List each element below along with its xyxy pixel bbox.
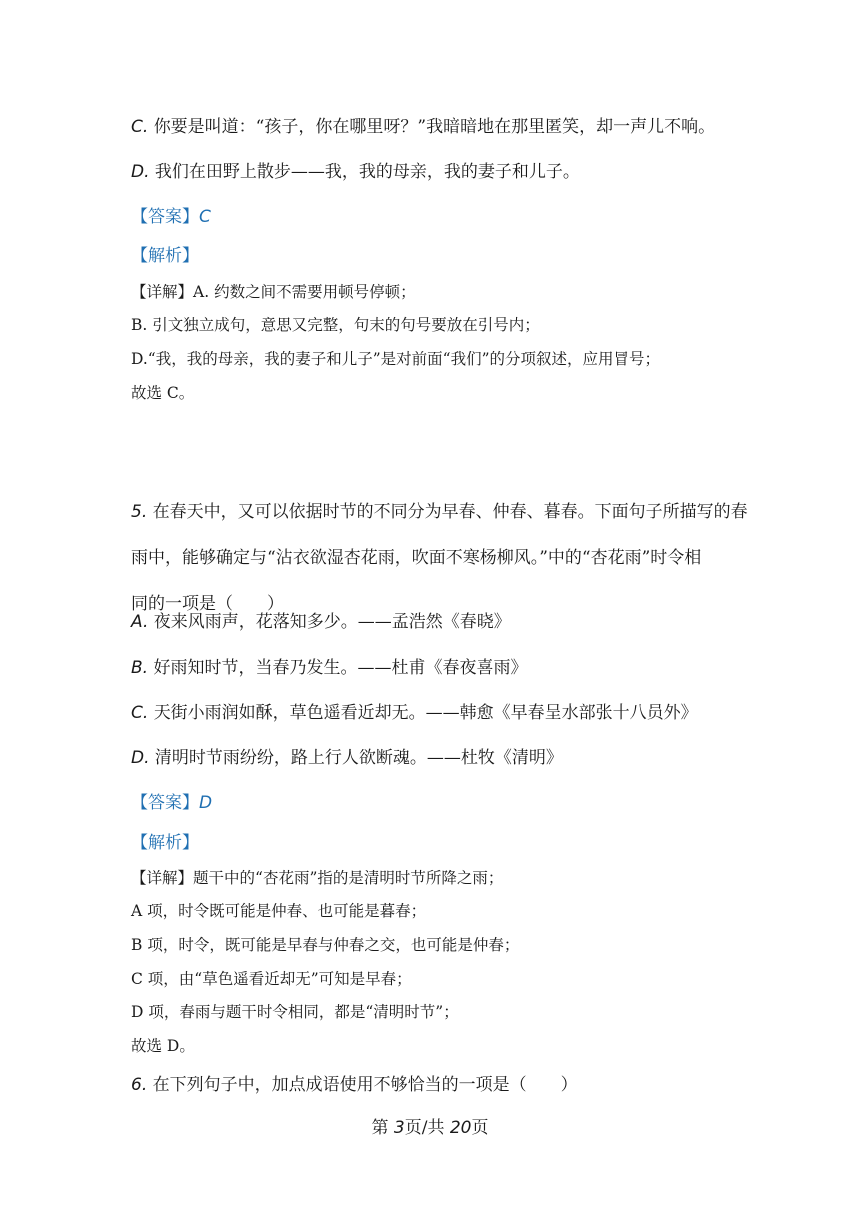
option-letter: B. bbox=[131, 658, 149, 678]
detail-prefix: 【详解】 bbox=[131, 283, 194, 301]
q5-option-c bbox=[131, 702, 698, 724]
q4-detail-line bbox=[131, 281, 416, 303]
q5-option-a bbox=[131, 611, 511, 633]
detail-text: D.“我，我的母亲，我的妻子和儿子”是对前面“我们”的分项叙述，应用冒号； bbox=[131, 350, 661, 368]
answer-tag: 【答案】 bbox=[131, 207, 199, 227]
q4-detail-line bbox=[131, 314, 540, 336]
option-letter: D. bbox=[131, 748, 150, 768]
q5-detail-line bbox=[131, 968, 412, 990]
option-text: 你要是叫道：“孩子，你在哪里呀？”我暗暗地在那里匿笑，却一声儿不响。 bbox=[153, 117, 716, 137]
footer-text: 页/共 bbox=[404, 1118, 450, 1138]
stem-text: 在春天中，又可以依据时节的不同分为早春、仲春、暮春。下面句子所描写的春 bbox=[152, 502, 748, 522]
option-letter: C. bbox=[131, 117, 149, 137]
footer-text: 页 bbox=[471, 1118, 489, 1138]
total-pages: 20 bbox=[449, 1118, 472, 1138]
q5-stem-line bbox=[131, 501, 748, 523]
detail-text: B. 引文独立成句，意思又完整，句末的句号要放在引号内； bbox=[131, 316, 540, 334]
q5-analysis bbox=[131, 832, 199, 854]
q4-detail-line bbox=[131, 348, 660, 370]
option-text: 夜来风雨声，花落知多少。——孟浩然《春晓》 bbox=[153, 612, 511, 632]
option-letter: D. bbox=[131, 162, 150, 182]
q5-detail-line bbox=[131, 900, 426, 922]
q4-option-c bbox=[131, 116, 715, 138]
stem-text: 在下列句子中，加点成语使用不够恰当的一项是（ ） bbox=[152, 1075, 578, 1095]
detail-text: A. 约数之间不需要用顿号停顿； bbox=[193, 283, 416, 301]
option-text: 好雨知时节，当春乃发生。——杜甫《春夜喜雨》 bbox=[153, 658, 528, 678]
option-text: 天街小雨润如酥，草色遥看近却无。——韩愈《早春呈水部张十八员外》 bbox=[153, 703, 698, 723]
detail-text: 题干中的“杏花雨”指的是清明时节所降之雨； bbox=[193, 869, 504, 887]
q5-detail-line bbox=[131, 1001, 459, 1023]
q5-answer bbox=[131, 792, 212, 814]
option-text: 我们在田野上散步——我，我的母亲，我的妻子和儿子。 bbox=[154, 162, 580, 182]
question-number: 5. bbox=[131, 502, 148, 522]
q4-analysis bbox=[131, 245, 199, 267]
page-footer bbox=[0, 1117, 860, 1139]
answer-value: D bbox=[199, 793, 213, 813]
q4-option-d bbox=[131, 161, 580, 183]
detail-prefix: 【详解】 bbox=[131, 869, 194, 887]
detail-text: B 项，时令，既可能是早春与仲春之交，也可能是仲春； bbox=[131, 936, 520, 954]
stem-text: 雨中，能够确定与“沾衣欲湿杏花雨，吹面不寒杨柳风。”中的“杏花雨”时令相 bbox=[131, 548, 702, 568]
footer-text: 第 bbox=[371, 1118, 394, 1138]
q5-detail-line bbox=[131, 934, 519, 956]
stem-text: 同的一项是（ ） bbox=[131, 594, 284, 614]
q6-stem bbox=[131, 1074, 578, 1096]
q4-answer bbox=[131, 206, 211, 228]
answer-value: C bbox=[199, 207, 211, 227]
detail-text: C 项，由“草色遥看近却无”可知是早春； bbox=[131, 970, 412, 988]
analysis-tag: 【解析】 bbox=[131, 833, 199, 853]
option-letter: C. bbox=[131, 703, 149, 723]
detail-text: A 项，时令既可能是仲春、也可能是暮春； bbox=[131, 902, 427, 920]
q5-detail-line bbox=[131, 867, 503, 889]
detail-text: D 项，春雨与题干时令相同，都是“清明时节”； bbox=[131, 1003, 459, 1021]
analysis-tag: 【解析】 bbox=[131, 246, 199, 266]
question-number: 6. bbox=[131, 1075, 148, 1095]
q5-option-d bbox=[131, 747, 563, 769]
q5-detail-line bbox=[131, 1035, 195, 1057]
answer-tag: 【答案】 bbox=[131, 793, 199, 813]
q5-option-b bbox=[131, 657, 527, 679]
option-text: 清明时节雨纷纷，路上行人欲断魂。——杜牧《清明》 bbox=[154, 748, 563, 768]
page-number: 3 bbox=[393, 1118, 405, 1138]
option-letter: A. bbox=[131, 612, 149, 632]
q4-detail-line bbox=[131, 382, 194, 404]
q5-stem-line bbox=[131, 547, 701, 569]
detail-text: 故选 C。 bbox=[131, 384, 195, 402]
detail-text: 故选 D。 bbox=[131, 1037, 195, 1055]
